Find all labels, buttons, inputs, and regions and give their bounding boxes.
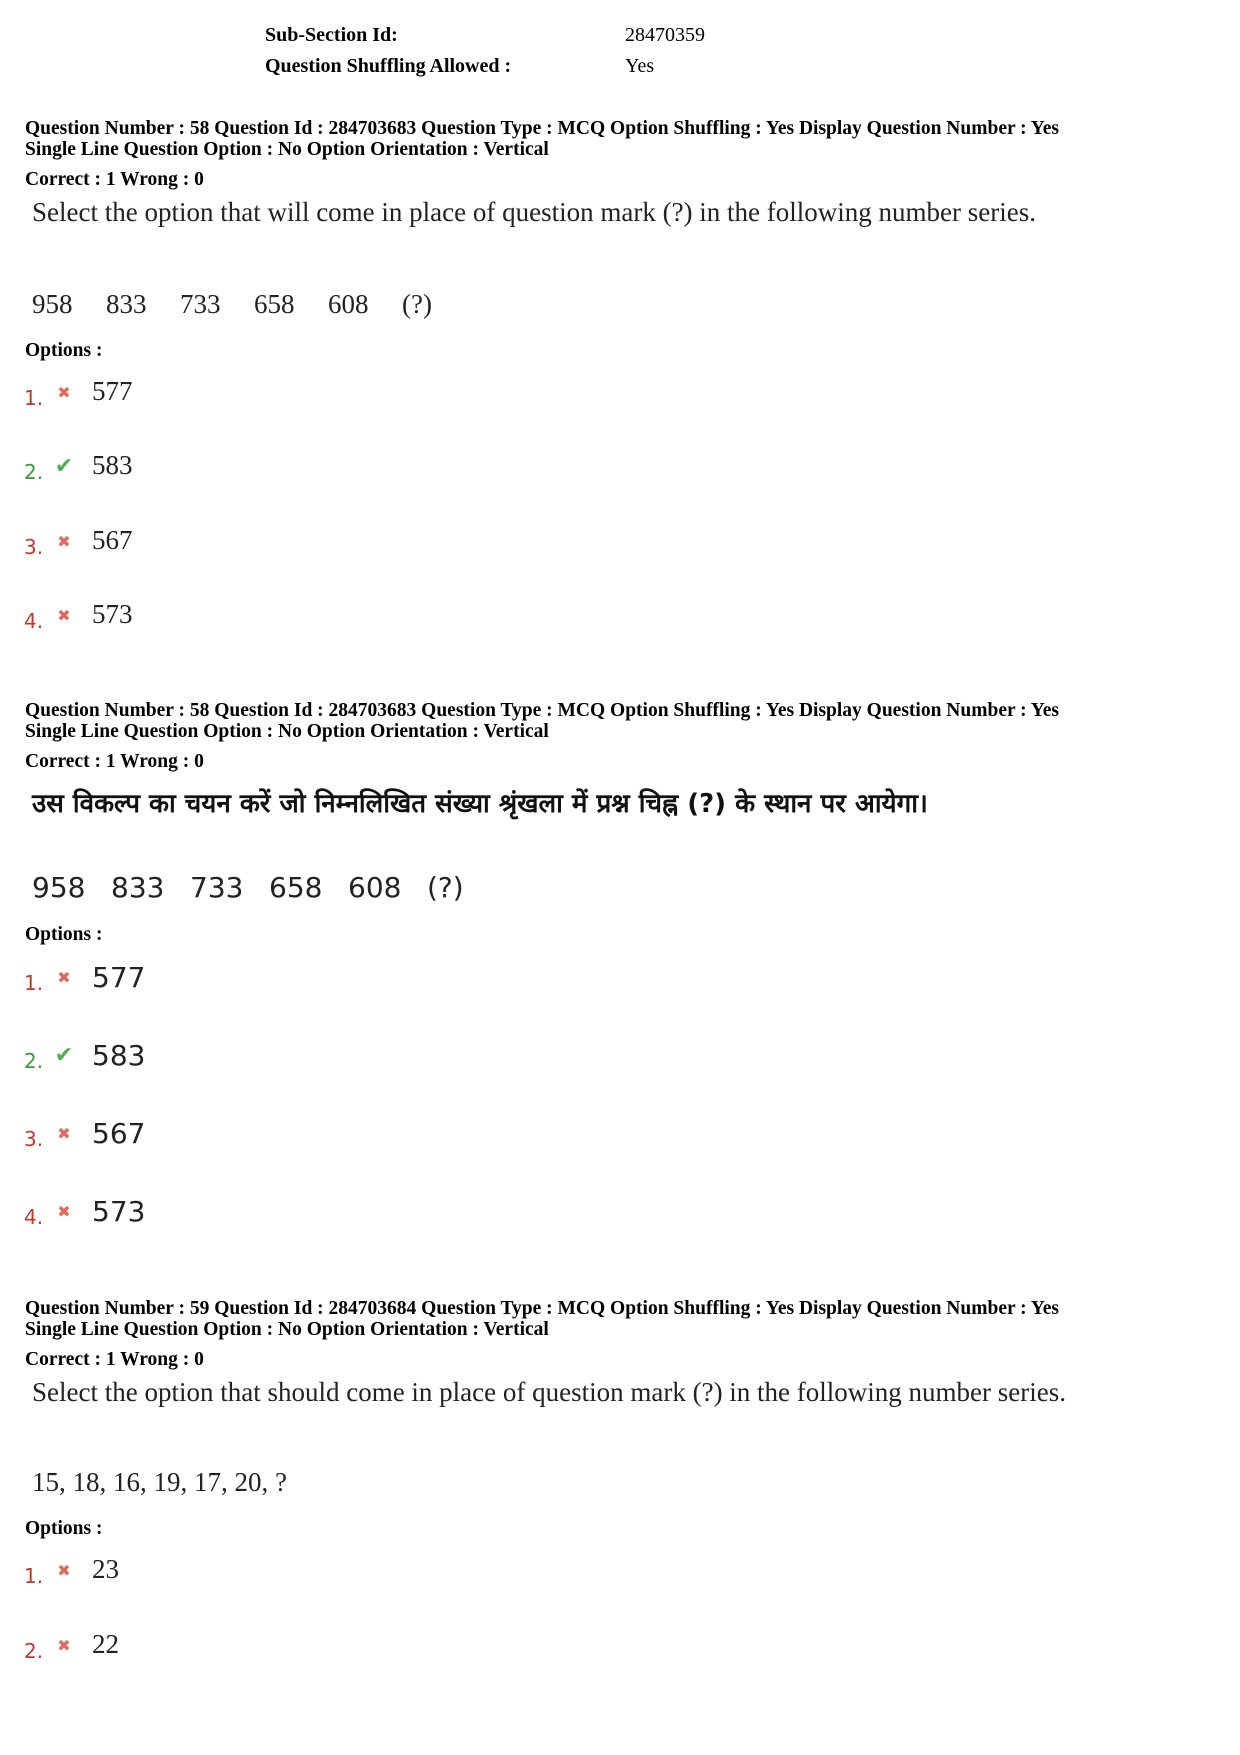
option-value: 583: [92, 1039, 146, 1072]
option-value: 22: [92, 1629, 119, 1659]
cross-icon: ✖: [57, 968, 71, 987]
options-label: Options :: [25, 1518, 103, 1539]
series-term: 658: [269, 871, 323, 904]
sub-section-id-value: 28470359: [625, 24, 705, 46]
cross-icon: ✖: [57, 606, 71, 625]
cross-icon: ✖: [57, 383, 71, 402]
number-series: [32, 871, 464, 904]
option-number: 4.: [24, 609, 44, 633]
question-meta-line2: Single Line Question Option : No Option Orientation : Vertical: [25, 139, 549, 160]
check-icon: ✔: [54, 1043, 74, 1068]
question-meta-line2: Single Line Question Option : No Option Orientation : Vertical: [25, 1319, 549, 1340]
correct-wrong-marks: Correct : 1 Wrong : 0: [25, 751, 204, 772]
correct-wrong-marks: Correct : 1 Wrong : 0: [25, 1349, 204, 1370]
options-label: Options :: [25, 924, 103, 945]
sub-section-id-label: Sub-Section Id:: [265, 24, 398, 46]
option-number: 4.: [24, 1205, 44, 1229]
cross-icon: ✖: [57, 1561, 71, 1580]
series-term: (?): [402, 289, 432, 319]
series-term: 658: [254, 289, 295, 319]
option-value: 567: [92, 1117, 146, 1150]
question-shuffling-value: Yes: [625, 55, 655, 77]
option-value: 583: [92, 450, 133, 480]
correct-wrong-marks: Correct : 1 Wrong : 0: [25, 169, 204, 190]
question-text: Select the option that should come in place of question mark (?) in the following number series.: [32, 1377, 1066, 1407]
number-series: [32, 289, 432, 320]
option-number: 1.: [24, 1564, 44, 1588]
series-term: (?): [427, 871, 464, 904]
option-number: 2.: [24, 1049, 44, 1073]
question-meta-line2: Single Line Question Option : No Option Orientation : Vertical: [25, 721, 549, 742]
question-meta: [25, 1298, 1059, 1340]
option-value: 577: [92, 376, 133, 406]
option-number: 1.: [24, 386, 44, 410]
series-term: 833: [106, 289, 147, 319]
option-value: 577: [92, 961, 146, 994]
options-label: Options :: [25, 340, 103, 361]
option-value: 573: [92, 1195, 146, 1228]
question-meta-line1: Question Number : 58 Question Id : 284703683 Question Type : MCQ Option Shuffling : Yes Display Question Number : Yes: [25, 118, 1059, 139]
series-term: 833: [111, 871, 165, 904]
option-number: 3.: [24, 1127, 44, 1151]
question-text: Select the option that will come in place of question mark (?) in the following number series.: [32, 197, 1036, 227]
cross-icon: ✖: [57, 1202, 71, 1221]
question-meta: [25, 118, 1059, 160]
cross-icon: ✖: [57, 532, 71, 551]
series-text: 15, 18, 16, 19, 17, 20, ?: [32, 1467, 287, 1497]
number-series: [32, 1467, 287, 1498]
series-term: 958: [32, 289, 73, 319]
series-term: 733: [180, 289, 221, 319]
cross-icon: ✖: [57, 1124, 71, 1143]
question-meta-line1: Question Number : 59 Question Id : 284703684 Question Type : MCQ Option Shuffling : Yes Display Question Number : Yes: [25, 1298, 1059, 1319]
option-value: 567: [92, 525, 133, 555]
sub-section-header: [265, 24, 705, 86]
option-value: 23: [92, 1554, 119, 1584]
option-number: 2.: [24, 1639, 44, 1663]
series-term: 733: [190, 871, 244, 904]
check-icon: ✔: [54, 454, 74, 479]
option-number: 2.: [24, 460, 44, 484]
series-term: 608: [328, 289, 369, 319]
option-number: 3.: [24, 535, 44, 559]
question-meta: [25, 700, 1059, 742]
option-number: 1.: [24, 971, 44, 995]
series-term: 958: [32, 871, 86, 904]
question-text: उस विकल्प का चयन करें जो निम्नलिखित संख्या श्रृंखला में प्रश्न चिह्न (?) के स्थान पर आयेगा।: [32, 789, 928, 819]
option-value: 573: [92, 599, 133, 629]
series-term: 608: [348, 871, 402, 904]
question-meta-line1: Question Number : 58 Question Id : 284703683 Question Type : MCQ Option Shuffling : Yes Display Question Number : Yes: [25, 700, 1059, 721]
question-shuffling-label: Question Shuffling Allowed :: [265, 55, 512, 77]
cross-icon: ✖: [57, 1636, 71, 1655]
